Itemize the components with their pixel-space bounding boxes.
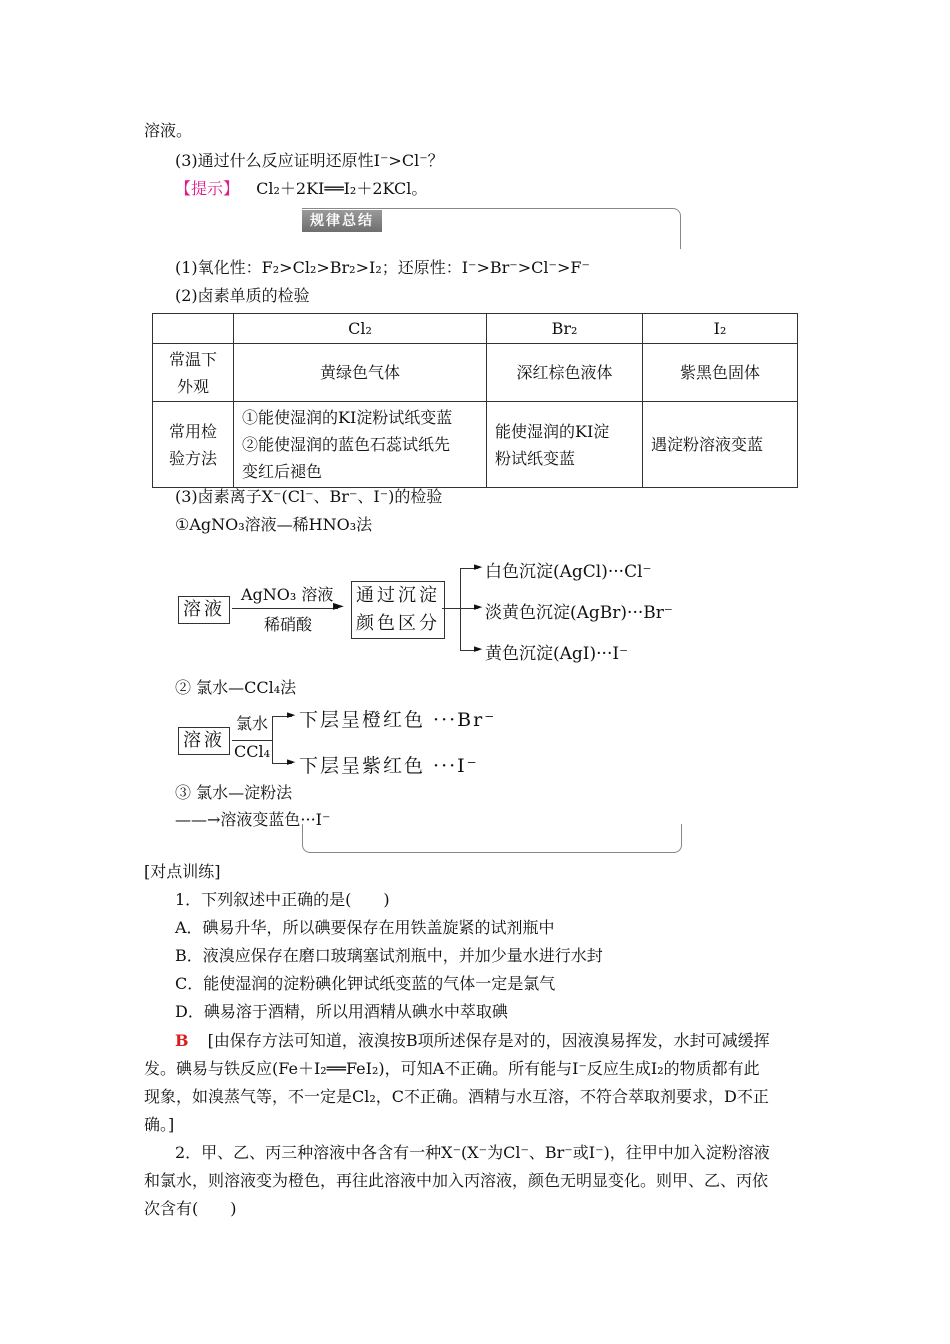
result-purple-red: 下层呈紫红色 ···I⁻ [299, 755, 479, 777]
table-row [153, 344, 798, 402]
method-2-title: ② 氯水—CCl₄法 [175, 678, 297, 697]
question-2: 2．甲、乙、丙三种溶液中各含有一种X⁻(X⁻为Cl⁻、Br⁻或I⁻)，往甲中加入淀粉溶液 [175, 1143, 770, 1162]
answer-text: 发。碘易与铁反应(Fe＋I₂══FeI₂)，可知A不正确。所有能与I⁻反应生成I₂的物质都有此 [144, 1059, 760, 1078]
method-3-title: ③ 氯水—淀粉法 [175, 783, 293, 802]
summary-frame-bottom [302, 824, 682, 853]
cell-line: 变红后褪色 [242, 462, 323, 481]
question-2-cont: 和氯水，则溶液变为橙色，再往此溶液中加入丙溶液，颜色无明显变化。则甲、乙、丙依 [144, 1171, 769, 1190]
option-b: B．液溴应保存在磨口玻璃塞试剂瓶中，并加少量水进行水封 [175, 946, 603, 965]
precipitate-box-line: 通过沉淀 [356, 585, 440, 606]
question-3: (3)通过什么反应证明还原性I⁻>Cl⁻？ [175, 151, 444, 170]
cell-line: 能使湿润的KI淀 [495, 421, 610, 441]
arrow-head-icon: ► [474, 642, 483, 655]
cell-line: 粉试纸变蓝 [495, 448, 576, 468]
method-1-title: ①AgNO₃溶液—稀HNO₃法 [175, 515, 373, 534]
table-row [153, 402, 798, 488]
row-label-method [153, 402, 234, 488]
summary-point-1: (1)氧化性：F₂>Cl₂>Br₂>I₂；还原性：I⁻>Br⁻>Cl⁻>F⁻ [175, 258, 590, 277]
answer-letter: B [175, 1031, 189, 1050]
reagent-agno3: AgNO₃ 溶液 [241, 585, 334, 604]
reagent-ccl4: CCl₄ [234, 742, 271, 761]
table-header-i2: I₂ [643, 314, 798, 344]
reagent-chlorine-water: 氯水 [236, 714, 269, 733]
cell-cl2-method [234, 402, 487, 488]
reagent-hno3: 稀硝酸 [264, 615, 313, 634]
answer-text: [由保存方法可知道，液溴按B项所述保存是对的，因液溴易挥发，水封可减缓挥 [207, 1031, 770, 1050]
method-3-result: ——→溶液变蓝色···I⁻ [175, 810, 331, 829]
cell-i2-appearance: 紫黑色固体 [643, 344, 798, 402]
result-agbr: 淡黄色沉淀(AgBr)···Br⁻ [485, 603, 673, 623]
summary-label: 规律总结 [302, 210, 382, 232]
cell-i2-method: 遇淀粉溶液变蓝 [643, 402, 798, 488]
hint-equation: Cl₂＋2KI══I₂＋2KCl。 [256, 179, 428, 198]
row-label-line: 常用检 [168, 421, 217, 441]
option-d: D．碘易溶于酒精，所以用酒精从碘水中萃取碘 [175, 1002, 508, 1021]
table-header-empty [153, 314, 234, 344]
question-2-cont: 次含有( ) [144, 1199, 237, 1218]
result-agi: 黄色沉淀(AgI)···I⁻ [485, 644, 629, 664]
arrow-head-icon: ► [287, 708, 296, 721]
continued-text: 溶液。 [144, 121, 193, 140]
reagent-divider [232, 740, 272, 741]
practice-header: [对点训练] [144, 862, 221, 881]
table-header-br2: Br₂ [487, 314, 643, 344]
option-c: C．能使湿润的淀粉碘化钾试纸变蓝的气体一定是氯气 [175, 974, 556, 993]
table-header-cl2: Cl₂ [234, 314, 487, 344]
row-label-appearance [153, 344, 234, 402]
row-label-line: 外观 [176, 376, 209, 396]
cell-br2-appearance: 深红棕色液体 [487, 344, 643, 402]
answer-text: 现象，如溴蒸气等，不一定是Cl₂，C不正确。酒精与水互溶，不符合萃取剂要求，D不正 [144, 1087, 769, 1106]
answer-1-line [175, 1031, 770, 1051]
cell-cl2-appearance: 黄绿色气体 [234, 344, 487, 402]
arrow-head-icon: ► [474, 600, 483, 613]
cell-line: ②能使湿润的蓝色石蕊试纸先 [242, 435, 451, 454]
summary-point-3: (3)卤素离子X⁻(Cl⁻、Br⁻、I⁻)的检验 [175, 487, 443, 506]
answer-text: 确。] [144, 1115, 175, 1134]
precipitate-box-line: 颜色区分 [356, 613, 440, 634]
branch-stem [442, 608, 460, 609]
row-label-line: 常温下 [168, 349, 217, 369]
row-label-line: 验方法 [168, 448, 217, 468]
hint-label: 【提示】 [175, 179, 240, 198]
branch-vertical [272, 716, 273, 764]
summary-point-2: (2)卤素单质的检验 [175, 286, 310, 305]
halogen-detection-table [152, 313, 798, 488]
arrow-head-icon: ► [287, 755, 296, 768]
branch-vertical [460, 568, 461, 650]
solution-box: 溶液 [178, 596, 230, 624]
solution-box: 溶液 [178, 727, 230, 755]
table-header-row [153, 314, 798, 344]
arrow-shaft [232, 608, 338, 609]
result-agcl: 白色沉淀(AgCl)···Cl⁻ [485, 562, 652, 582]
cell-br2-method [487, 402, 643, 488]
question-1: 1．下列叙述中正确的是( ) [175, 890, 390, 909]
arrow-head-icon: ► [474, 560, 483, 573]
arrow-head-icon: ► [333, 598, 344, 614]
result-orange-red: 下层呈橙红色 ···Br⁻ [299, 709, 497, 731]
cell-line: ①能使湿润的KI淀粉试纸变蓝 [242, 408, 453, 427]
option-a: A．碘易升华，所以碘要保存在用铁盖旋紧的试剂瓶中 [175, 918, 555, 937]
precipitate-box [351, 581, 445, 639]
hint-line [175, 179, 427, 199]
